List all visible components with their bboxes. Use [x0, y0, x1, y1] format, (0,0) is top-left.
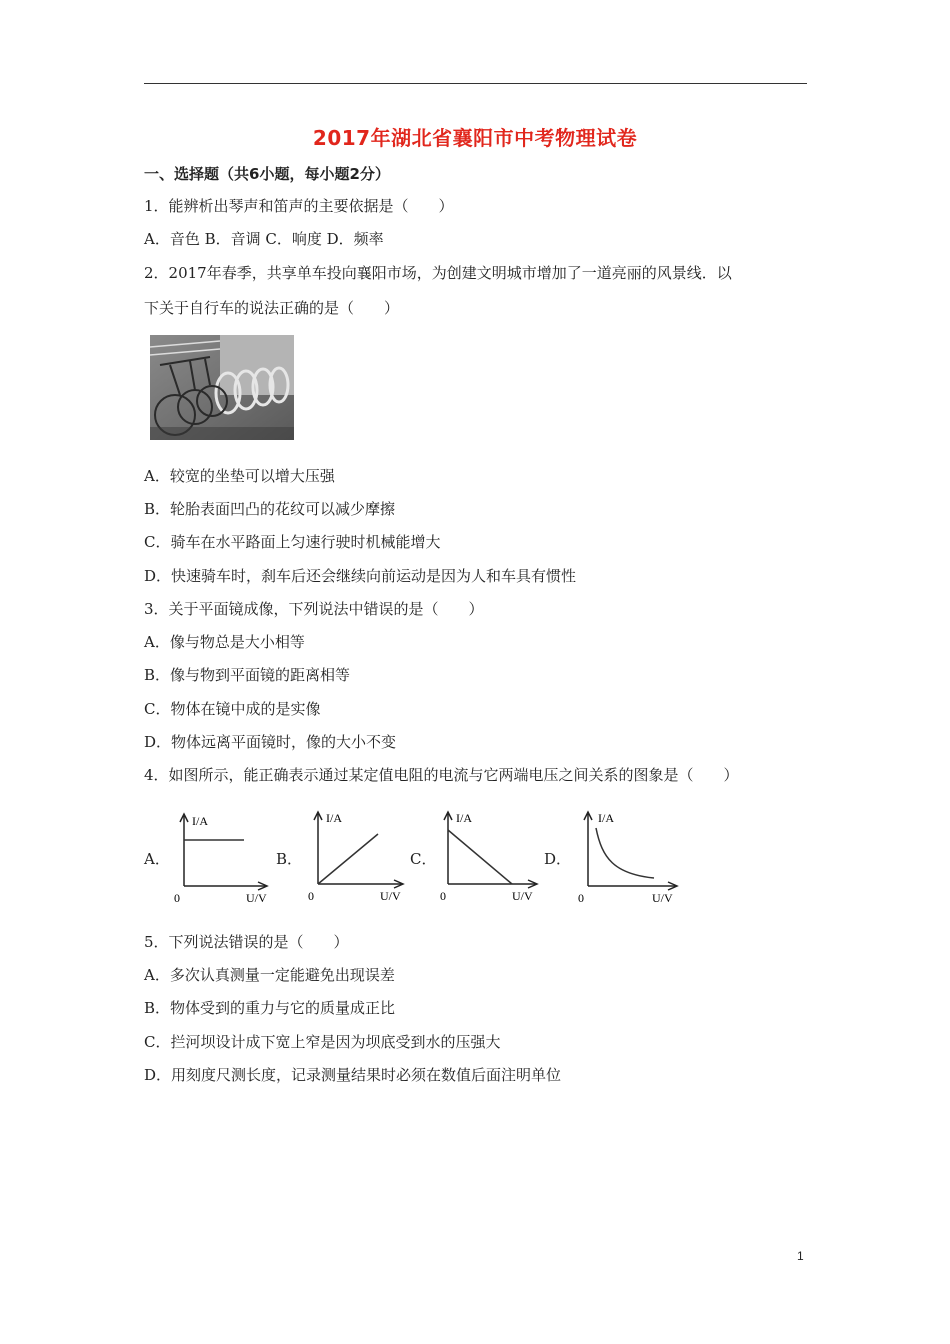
section-heading: 一、选择题（共6小题，每小题2分）	[144, 165, 390, 183]
graph-a	[168, 808, 276, 908]
graph-b-ylabel: I/A	[326, 811, 342, 825]
bicycle-photo	[150, 335, 294, 440]
graph-a-ylabel: I/A	[192, 814, 208, 828]
graph-b-origin: 0	[308, 889, 314, 903]
graph-a-origin: 0	[174, 891, 180, 905]
q2-option-d: D．快速骑车时，刹车后还会继续向前运动是因为人和车具有惯性	[144, 567, 577, 585]
graph-c-xlabel: U/V	[512, 889, 533, 903]
graph-d-ylabel: I/A	[598, 811, 614, 825]
graph-d-xlabel: U/V	[652, 891, 673, 905]
graph-c-origin: 0	[440, 889, 446, 903]
q5-option-b: B．物体受到的重力与它的质量成正比	[144, 999, 396, 1017]
graph-b	[302, 808, 410, 908]
q2-stem-line2: 下关于自行车的说法正确的是（ ）	[144, 299, 400, 317]
q2-option-a: A．较宽的坐垫可以增大压强	[144, 467, 335, 485]
exam-title: 2017年湖北省襄阳市中考物理试卷	[312, 126, 638, 150]
header-rule	[144, 83, 807, 84]
q2-option-c: C．骑车在水平路面上匀速行驶时机械能增大	[144, 533, 441, 551]
graph-a-label: A．	[144, 850, 170, 868]
q5-option-a: A．多次认真测量一定能避免出现误差	[144, 966, 395, 984]
q5-option-d: D．用刻度尺测长度，记录测量结果时必须在数值后面注明单位	[144, 1066, 562, 1084]
q4-stem: 4．如图所示，能正确表示通过某定值电阻的电流与它两端电压之间关系的图象是（ ）	[144, 766, 739, 784]
graph-c	[436, 808, 544, 908]
q1-options: A．音色 B．音调 C．响度 D．频率	[144, 230, 384, 248]
graph-d-label: D．	[544, 850, 572, 868]
q2-stem-line1: 2．2017年春季，共享单车投向襄阳市场，为创建文明城市增加了一道亮丽的风景线．以	[144, 264, 732, 282]
q2-option-b: B．轮胎表面凹凸的花纹可以减少摩擦	[144, 500, 396, 518]
graph-c-label: C．	[410, 850, 437, 868]
q3-option-b: B．像与物到平面镜的距离相等	[144, 666, 351, 684]
page-number: 1	[797, 1249, 804, 1263]
graph-b-xlabel: U/V	[380, 889, 401, 903]
graph-d-origin: 0	[578, 891, 584, 905]
q5-option-c: C．拦河坝设计成下宽上窄是因为坝底受到水的压强大	[144, 1033, 501, 1051]
graph-b-label: B．	[276, 850, 303, 868]
q3-option-c: C．物体在镜中成的是实像	[144, 700, 321, 718]
graph-d	[572, 808, 684, 908]
q3-option-a: A．像与物总是大小相等	[144, 633, 305, 651]
q1-stem: 1．能辨析出琴声和笛声的主要依据是（ ）	[144, 197, 454, 215]
q5-stem: 5．下列说法错误的是（ ）	[144, 933, 349, 951]
q3-stem: 3．关于平面镜成像，下列说法中错误的是（ ）	[144, 600, 484, 618]
q3-option-d: D．物体远离平面镜时，像的大小不变	[144, 733, 397, 751]
graph-c-ylabel: I/A	[456, 811, 472, 825]
graph-a-xlabel: U/V	[246, 891, 267, 905]
